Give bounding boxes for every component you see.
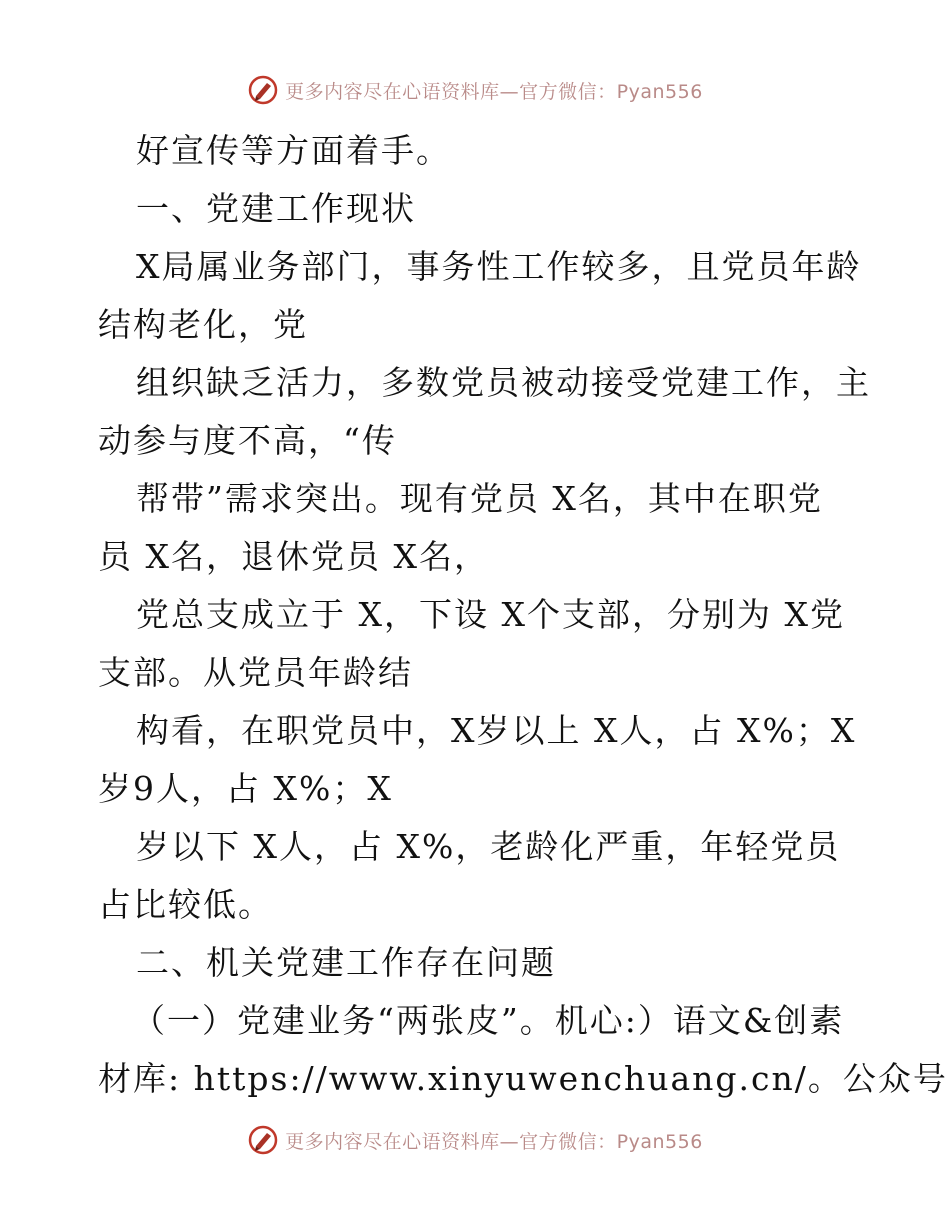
footer-watermark-text: 更多内容尽在心语资料库—官方微信：Pyan556 bbox=[285, 1130, 703, 1153]
text-line: 构看，在职党员中，X岁以上 X人，占 X%；X bbox=[136, 711, 857, 750]
text-line: 组织缺乏活力，多数党员被动接受党建工作，主 bbox=[136, 363, 871, 402]
text-line: X局属业务部门，事务性工作较多，且党员年龄 bbox=[136, 247, 862, 286]
red-pen-logo-icon bbox=[247, 1124, 279, 1156]
section-heading: 一、党建工作现状 bbox=[136, 189, 416, 228]
red-pen-logo-icon bbox=[247, 74, 279, 106]
text-line: 占比较低。 bbox=[98, 885, 273, 924]
header-watermark-banner bbox=[0, 70, 950, 110]
text-line: 好宣传等方面着手。 bbox=[136, 131, 451, 170]
text-line: 结构老化，党 bbox=[98, 305, 308, 344]
text-line: 岁以下 X人，占 X%，老龄化严重，年轻党员 bbox=[136, 827, 841, 866]
document-body bbox=[98, 122, 948, 1108]
text-line: 动参与度不高，“传 bbox=[98, 421, 397, 460]
text-line: 材库: https://www.xinyuwenchuang.cn/。公众号 bbox=[98, 1059, 948, 1098]
text-line: 支部。从党员年龄结 bbox=[98, 653, 413, 692]
text-line: 党总支成立于 X，下设 X个支部，分别为 X党 bbox=[136, 595, 845, 634]
subsection-heading: （一）党建业务“两张皮”。机心:）语文&创素 bbox=[132, 1001, 845, 1040]
section-heading: 二、机关党建工作存在问题 bbox=[136, 943, 556, 982]
text-line: 岁9人，占 X%；X bbox=[98, 769, 393, 808]
text-line: 帮带”需求突出。现有党员 X名，其中在职党 bbox=[136, 479, 823, 518]
header-watermark-text: 更多内容尽在心语资料库—官方微信：Pyan556 bbox=[285, 80, 703, 103]
footer-watermark-banner bbox=[0, 1120, 950, 1160]
text-line: 员 X名，退休党员 X名， bbox=[98, 537, 489, 576]
